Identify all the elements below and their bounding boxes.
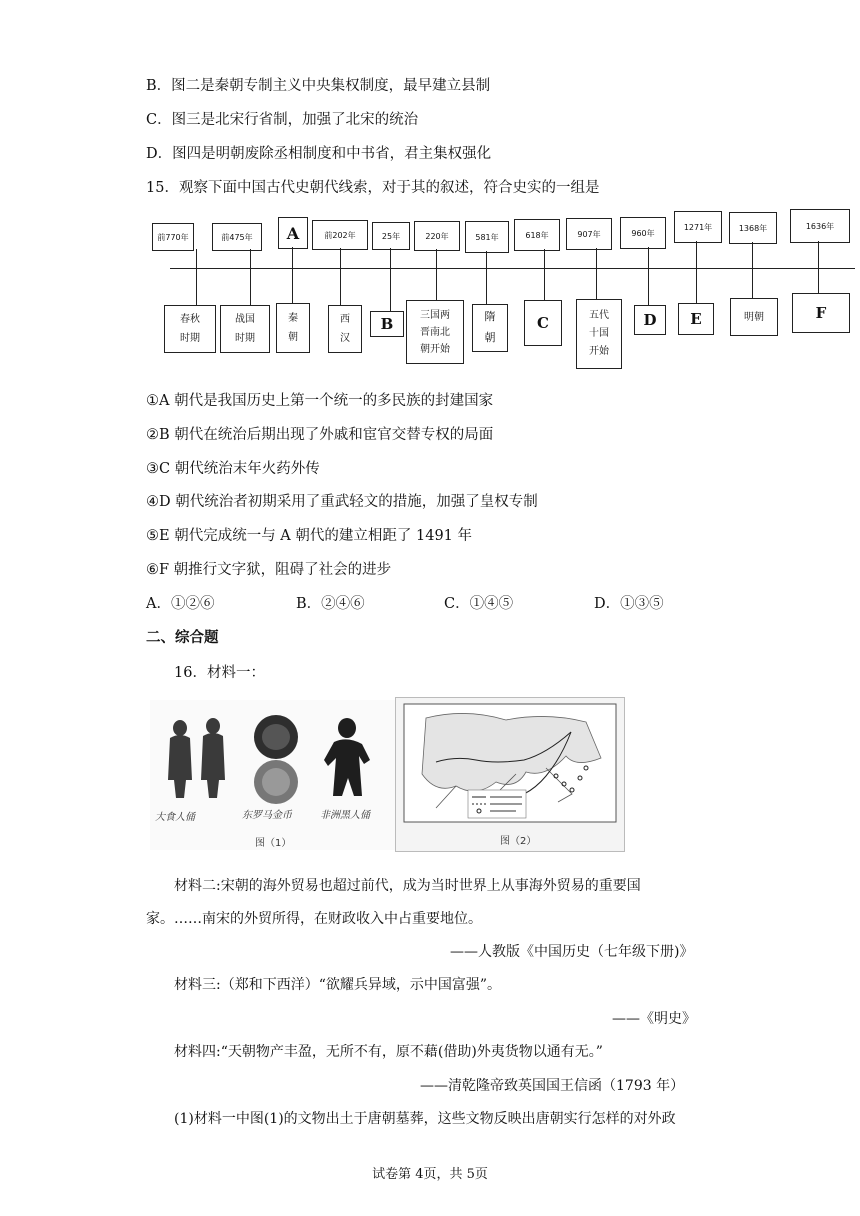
figure-1-label: 图（1） xyxy=(255,838,292,849)
connector xyxy=(436,249,437,301)
timeline-period-3: 西 汉 xyxy=(328,305,362,353)
statement-2: ②B 朝代在统治后期出现了外戚和宦官交替专权的局面 xyxy=(146,427,494,443)
timeline-year-5: 220年 xyxy=(414,221,460,251)
answer-option-a: A．①②⑥ xyxy=(146,596,215,612)
material-4-source: ——清乾隆帝致英国国王信函（1793 年） xyxy=(420,1078,685,1094)
option-d-line: D．图四是明朝废除丞相制度和中书省，君主集权强化 xyxy=(146,146,492,162)
timeline-period-11: 明朝 xyxy=(730,298,778,336)
statement-5: ⑤E 朝代完成统一与 A 朝代的建立相距了 1491 年 xyxy=(146,528,473,544)
material-2-line-1: 材料二:宋朝的海外贸易也超过前代，成为当时世界上从事海外贸易的重要国 xyxy=(174,878,641,894)
connector xyxy=(292,247,293,305)
timeline-period-0: 春秋 时期 xyxy=(164,305,216,353)
timeline-period-1: 战国 时期 xyxy=(220,305,270,353)
figure-voyage-map xyxy=(395,697,625,852)
statement-3: ③C 朝代统治末年火药外传 xyxy=(146,461,320,477)
timeline-year-6: 581年 xyxy=(465,221,509,253)
timeline-letter-e: E xyxy=(678,303,714,335)
connector xyxy=(696,241,697,303)
option-b-line: B．图二是秦朝专制主义中央集权制度，最早建立县制 xyxy=(146,78,491,94)
caption-dashi-figurine: 大食人俑 xyxy=(155,812,195,823)
timeline-letter-d: D xyxy=(634,305,666,335)
timeline-letter-c: C xyxy=(524,300,562,346)
connector xyxy=(648,247,649,305)
page-footer: 试卷第 4页，共 5页 xyxy=(372,1167,488,1182)
caption-african-figurine: 非洲黑人俑 xyxy=(320,810,370,821)
material-2-line-2: 家。……南宋的外贸所得，在财政收入中占重要地位。 xyxy=(146,911,482,927)
answer-option-c: C．①④⑤ xyxy=(444,596,514,612)
connector xyxy=(544,249,545,301)
material-3: 材料三:（郑和下西洋）“欲耀兵异域，示中国富强”。 xyxy=(174,977,502,993)
figure-2-label: 图（2） xyxy=(500,836,537,847)
section-heading: 二、综合题 xyxy=(146,630,219,646)
timeline-year-3: 前202年 xyxy=(312,220,368,250)
question-15-stem: 15．观察下面中国古代史朝代线索，对于其的叙述，符合史实的一组是 xyxy=(146,180,600,196)
statement-6: ⑥F 朝推行文字狱，阻碍了社会的进步 xyxy=(146,562,392,578)
answer-option-d: D．①③⑤ xyxy=(594,596,664,612)
material-4: 材料四:“天朝物产丰盈，无所不有，原不藉(借助)外夷货物以通有无。” xyxy=(174,1044,603,1060)
figure-artifacts xyxy=(150,700,395,850)
connector xyxy=(486,251,487,305)
map-illustration xyxy=(396,698,624,851)
connector xyxy=(196,249,197,307)
statement-4: ④D 朝代统治者初期采用了重武轻文的措施，加强了皇权专制 xyxy=(146,494,538,510)
statement-1: ①A 朝代是我国历史上第一个统一的多民族的封建国家 xyxy=(146,393,494,409)
material-2-source: ——人教版《中国历史（七年级下册)》 xyxy=(450,944,694,960)
sub-question-1: (1)材料一中图(1)的文物出土于唐朝墓葬，这些文物反映出唐朝实行怎样的对外政 xyxy=(174,1111,676,1127)
timeline-letter-f: F xyxy=(792,293,850,333)
timeline-year-8: 907年 xyxy=(566,218,612,250)
timeline-year-11: 1368年 xyxy=(729,212,777,244)
question-16-stem: 16．材料一： xyxy=(174,665,265,681)
timeline-year-4: 25年 xyxy=(372,222,410,250)
connector xyxy=(752,242,753,298)
timeline-letter-b: B xyxy=(370,311,404,337)
option-c-line: C．图三是北宋行省制，加强了北宋的统治 xyxy=(146,112,419,128)
answer-option-b: B．②④⑥ xyxy=(296,596,365,612)
timeline-year-1: 前475年 xyxy=(212,223,262,251)
timeline-year-12: 1636年 xyxy=(790,209,850,243)
connector xyxy=(250,249,251,307)
timeline-period-5: 三国两 晋南北 朝开始 xyxy=(406,300,464,364)
timeline-letter-a: A xyxy=(278,217,308,249)
timeline-period-6: 隋 朝 xyxy=(472,304,508,352)
connector xyxy=(596,248,597,300)
timeline-period-8: 五代 十国 开始 xyxy=(576,299,622,369)
connector xyxy=(340,248,341,306)
timeline-period-2: 秦 朝 xyxy=(276,303,310,353)
caption-byzantine-coin: 东罗马金币 xyxy=(242,810,292,821)
dynasty-timeline xyxy=(150,205,855,370)
timeline-year-10: 1271年 xyxy=(674,211,722,243)
timeline-year-0: 前770年 xyxy=(152,223,194,251)
artifacts-illustration xyxy=(150,700,395,850)
connector xyxy=(818,241,819,293)
connector xyxy=(390,248,391,312)
timeline-year-9: 960年 xyxy=(620,217,666,249)
material-3-source: ——《明史》 xyxy=(612,1011,696,1027)
timeline-year-7: 618年 xyxy=(514,219,560,251)
